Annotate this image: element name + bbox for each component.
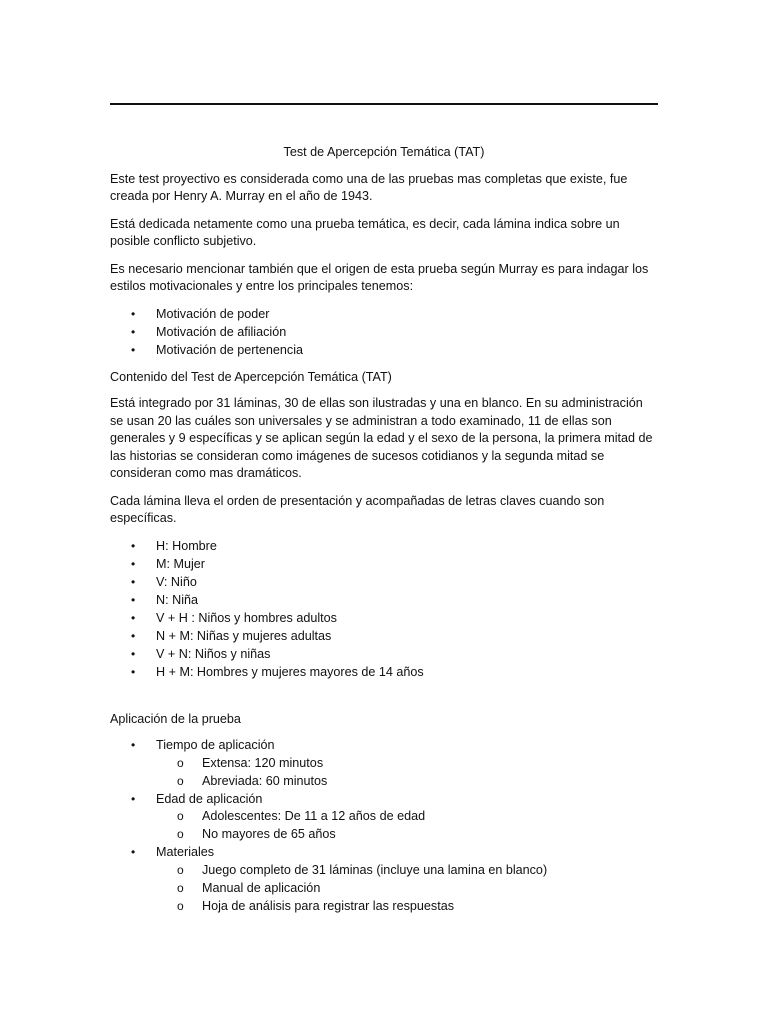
sub-list (156, 808, 658, 844)
list-item: • Motivación de afiliación (110, 324, 658, 342)
bullet-icon: • (131, 664, 136, 679)
bullet-icon: • (131, 556, 136, 571)
contenido-paragraph-1: Está integrado por 31 láminas, 30 de ellas son ilustradas y una en blanco. En su administración se usan 20 las cuáles son universales y se administran a todo examinado, 11 de ellas son generales y 9 específicas y se aplican según la edad y el sexo de la persona, la primera mitad de las historias se consideran como imágenes de sucesos cotidianos y la segunda mitad se consideran como mas dramáticos. (110, 396, 653, 480)
intro-paragraph-2: Está dedicada netamente como una prueba temática, es decir, cada lámina indica sobre un posible conflicto subjetivo. (110, 216, 620, 248)
list-item: • M: Mujer (110, 556, 658, 574)
list-item: • Tiempo de aplicación o Extensa: 120 minutos o Abreviada: 60 minutos (110, 737, 658, 791)
bullet-icon: • (131, 791, 136, 806)
motivation-list (110, 306, 658, 360)
sub-list-item: o Hoja de análisis para registrar las respuestas (156, 898, 658, 916)
header-rule (110, 103, 658, 105)
bullet-icon: • (131, 538, 136, 553)
sub-list-item: o Abreviada: 60 minutos (156, 773, 658, 791)
contenido-paragraph-2: Cada lámina lleva el orden de presentación y acompañadas de letras claves cuando son específicas. (110, 493, 605, 525)
list-item: • N + M: Niñas y mujeres adultas (110, 628, 658, 646)
circle-bullet-icon: o (177, 755, 184, 770)
intro-paragraph-1: Este test proyectivo es considerada como una de las pruebas mas completas que existe, fue creada por Henry A. Murray en el año de 1943. (110, 171, 628, 203)
bullet-icon: • (131, 610, 136, 625)
list-item: • V: Niño (110, 574, 658, 592)
list-item: • Motivación de pertenencia (110, 342, 658, 360)
list-item: • V + N: Niños y niñas (110, 646, 658, 664)
circle-bullet-icon: o (177, 773, 184, 788)
bullet-icon: • (131, 324, 136, 339)
bullet-icon: • (131, 306, 136, 321)
section-heading-contenido: Contenido del Test de Apercepción Temática (TAT) (110, 369, 392, 384)
list-item: • Edad de aplicación o Adolescentes: De 11 a 12 años de edad o No mayores de 65 años (110, 791, 658, 845)
sub-list (156, 755, 658, 791)
circle-bullet-icon: o (177, 862, 184, 877)
list-item: • H: Hombre (110, 538, 658, 556)
bullet-icon: • (131, 342, 136, 357)
list-item: • Materiales o Juego completo de 31 láminas (incluye una lamina en blanco) o Manual de aplicación o Hoja de análisis para registrar las respuestas (110, 844, 658, 916)
document-title: Test de Apercepción Temática (TAT) (283, 145, 485, 159)
circle-bullet-icon: o (177, 827, 184, 841)
sub-list-item: o Juego completo de 31 láminas (incluye una lamina en blanco) (156, 862, 658, 880)
sub-list-item: o No mayores de 65 años (156, 826, 658, 844)
circle-bullet-icon: o (177, 809, 184, 823)
list-item: • H + M: Hombres y mujeres mayores de 14 años (110, 664, 658, 682)
list-item: • Motivación de poder (110, 306, 658, 324)
sub-list-item: o Adolescentes: De 11 a 12 años de edad (156, 808, 658, 826)
document-body (110, 144, 658, 925)
list-item: • V + H : Niños y hombres adultos (110, 610, 658, 628)
bullet-icon: • (131, 628, 136, 643)
bullet-icon: • (131, 574, 136, 589)
circle-bullet-icon: o (177, 880, 184, 895)
section-heading-aplicacion: Aplicación de la prueba (110, 711, 241, 726)
sub-list-item: o Extensa: 120 minutos (156, 755, 658, 773)
sub-list-item: o Manual de aplicación (156, 880, 658, 898)
letter-keys-list (110, 538, 658, 682)
bullet-icon: • (131, 646, 136, 661)
list-item: • N: Niña (110, 592, 658, 610)
circle-bullet-icon: o (177, 898, 184, 913)
intro-paragraph-3: Es necesario mencionar también que el origen de esta prueba según Murray es para indagar los estilos motivacionales y entre los principales tenemos: (110, 261, 649, 293)
bullet-icon: • (131, 592, 136, 607)
bullet-icon: • (131, 738, 136, 752)
sub-list (156, 862, 658, 916)
bullet-icon: • (131, 845, 136, 859)
application-list (110, 737, 658, 916)
